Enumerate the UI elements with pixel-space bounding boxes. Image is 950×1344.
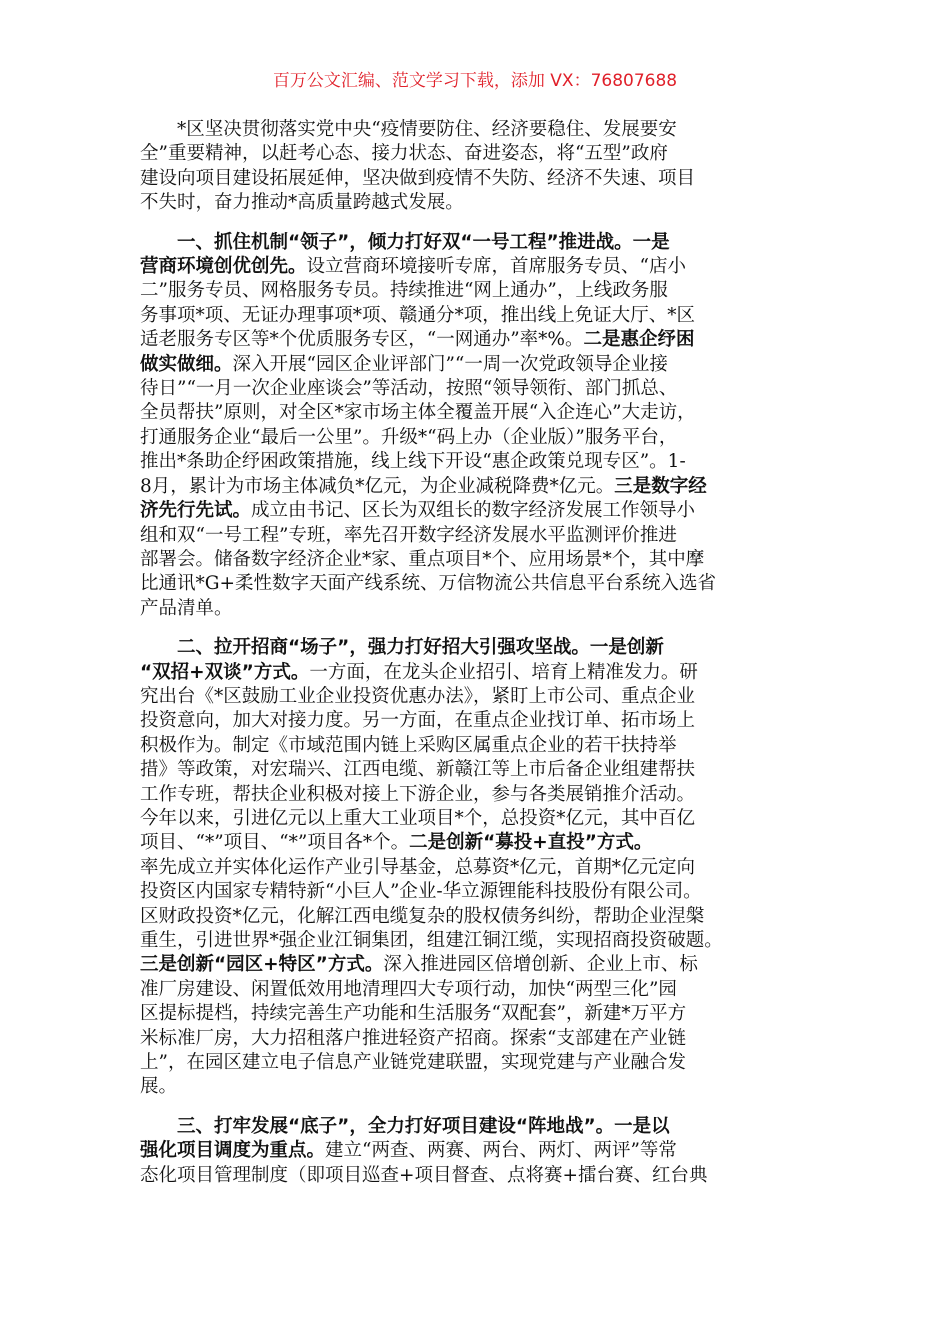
text-line: 准厂房建设、闲置低效用地清理四大专项行动，加快“两型三化”园 [140, 978, 677, 1000]
text-line: 区财政投资*亿元，化解江西电缆复杂的股权债务纠纷，帮助企业涅槃 [140, 905, 705, 927]
text-line: 积极作为。制定《市域范围内链上采购区属重点企业的若干扶持举 [140, 734, 677, 756]
text-line: 重生，引进世界*强企业江铜集团，组建江铜江缆，实现招商投资破题。 [140, 930, 723, 951]
text-line: *区坚决贯彻落实党中央“疫情要防住、经济要稳住、发展要安 [177, 119, 677, 140]
section-2-paragraph [140, 636, 820, 1100]
text-run: 适老服务专区等*个优质服务专区，“一网通办”率*%。 [140, 329, 584, 351]
text-line: 打通服务企业“最后一公里”。升级*“码上办（企业版）”服务平台， [140, 426, 678, 448]
text-line: 比通讯*G+柔性数字天面产线系统、万信物流公共信息平台系统入选省 [140, 573, 717, 595]
text-run: 一方面，在龙头企业招引、培育上精准发力。研 [309, 661, 698, 683]
subheading: 做实做细。 [140, 353, 233, 375]
text-line: 务事项*项、无证办理事项*项、赣通分*项，推出线上免证大厅、*区 [140, 304, 696, 326]
text-line: 投资意向，加大对接力度。另一方面，在重点企业找订单、拓市场上 [140, 710, 696, 732]
text-run: 成立由书记、区长为双组长的数字经济发展工作领导小 [251, 500, 696, 522]
text-line: 米标准厂房，大力招租落户推进轻资产招商。探索“支部建在产业链 [140, 1027, 686, 1049]
text-line: 待日”“一月一次企业座谈会”等活动，按照“领导领衔、部门抓总、 [140, 378, 678, 400]
text-line: 措》等政策，对宏瑞兴、江西电缆、新赣江等上市后备企业组建帮扶 [140, 759, 696, 781]
text-line: 全员帮扶”原则，对全区*家市场主体全覆盖开展“入企连心”大走访， [140, 402, 696, 424]
subheading: 三是数字经 [614, 475, 707, 497]
text-line: 今年以来，引进亿元以上重大工业项目*个，总投资*亿元，其中百亿 [140, 807, 696, 829]
subheading: 二是惠企纾困 [583, 329, 695, 351]
text-line: 推出*条助企纾困政策措施，线上线下开设“惠企政策兑现专区”。1- [140, 451, 686, 473]
section-2-heading: 二、拉开招商“场子”，强力打好招大引强攻坚战。一是创新 [177, 637, 664, 659]
text-run: 建立“两查、两赛、两台、两灯、两评”等常 [325, 1140, 677, 1162]
text-line: 区提标提档，持续完善生产功能和生活服务“双配套”，新建*万平方 [140, 1003, 687, 1025]
subheading: 营商环境创优创先。 [140, 256, 307, 278]
subheading: 二是创新“募投+直投”方式。 [409, 832, 653, 854]
text-run: 深入开展“园区企业评部门”“一周一次党政领导企业接 [232, 353, 668, 375]
subheading: 济先行先试。 [140, 500, 252, 522]
text-line: 产品清单。 [140, 597, 233, 619]
download-banner: 百万公文汇编、范文学习下载，添加 VX：76807688 [272, 71, 678, 91]
text-line: 二”服务专员、网格服务专员。持续推进“网上通办”，上线政务服 [140, 280, 668, 302]
text-run: 深入推进园区倍增创新、企业上市、标 [383, 954, 698, 976]
text-line: 上”，在园区建立电子信息产业链党建联盟，实现党建与产业融合发 [140, 1052, 686, 1074]
text-run: 8月，累计为市场主体减负*亿元，为企业减税降费*亿元。 [140, 475, 615, 497]
subheading: 三是创新“园区+特区”方式。 [140, 954, 384, 976]
text-line: 态化项目管理制度（即项目巡查+项目督查、点将赛+擂台赛、红台典 [140, 1164, 708, 1186]
section-3-heading: 三、打牢发展“底子”，全力打好项目建设“阵地战”。一是以 [177, 1115, 670, 1137]
section-1-heading: 一、抓住机制“领子”，倾力打好双“一号工程”推进战。一是 [177, 231, 670, 253]
text-line: 组和双“一号工程”专班，率先召开数字经济发展水平监测评价推进 [140, 524, 677, 546]
text-line: 建设向项目建设拓展延伸，坚决做到疫情不失防、经济不失速、项目 [140, 167, 696, 189]
text-line: 全”重要精神，以赶考心态、接力状态、奋进姿态，将“五型”政府 [140, 143, 668, 165]
text-line: 工作专班，帮扶企业积极对接上下游企业，参与各类展销推介活动。 [140, 783, 696, 805]
text-line: 投资区内国家专精特新“小巨人”企业-华立源锂能科技股份有限公司。 [140, 881, 702, 903]
text-line: 展。 [140, 1076, 178, 1098]
subheading: 强化项目调度为重点。 [140, 1140, 326, 1162]
intro-paragraph [140, 118, 820, 216]
text-run: 设立营商环境接听专席，首席服务专员、“店小 [306, 256, 686, 278]
subheading: “双招+双谈”方式。 [140, 661, 310, 683]
section-1-paragraph [140, 231, 820, 622]
section-3-paragraph [140, 1115, 820, 1188]
text-run: 项目、“*”项目、“*”项目各*个。 [140, 832, 410, 854]
text-line: 部署会。储备数字经济企业*家、重点项目*个、应用场景*个，其中摩 [140, 548, 705, 570]
text-line: 不失时，奋力推动*高质量跨越式发展。 [140, 192, 464, 214]
text-line: 究出台《*区鼓励工业企业投资优惠办法》，紧盯上市公司、重点企业 [140, 685, 696, 707]
text-line: 率先成立并实体化运作产业引导基金，总募资*亿元，首期*亿元定向 [140, 856, 696, 878]
document-body [140, 118, 820, 1203]
